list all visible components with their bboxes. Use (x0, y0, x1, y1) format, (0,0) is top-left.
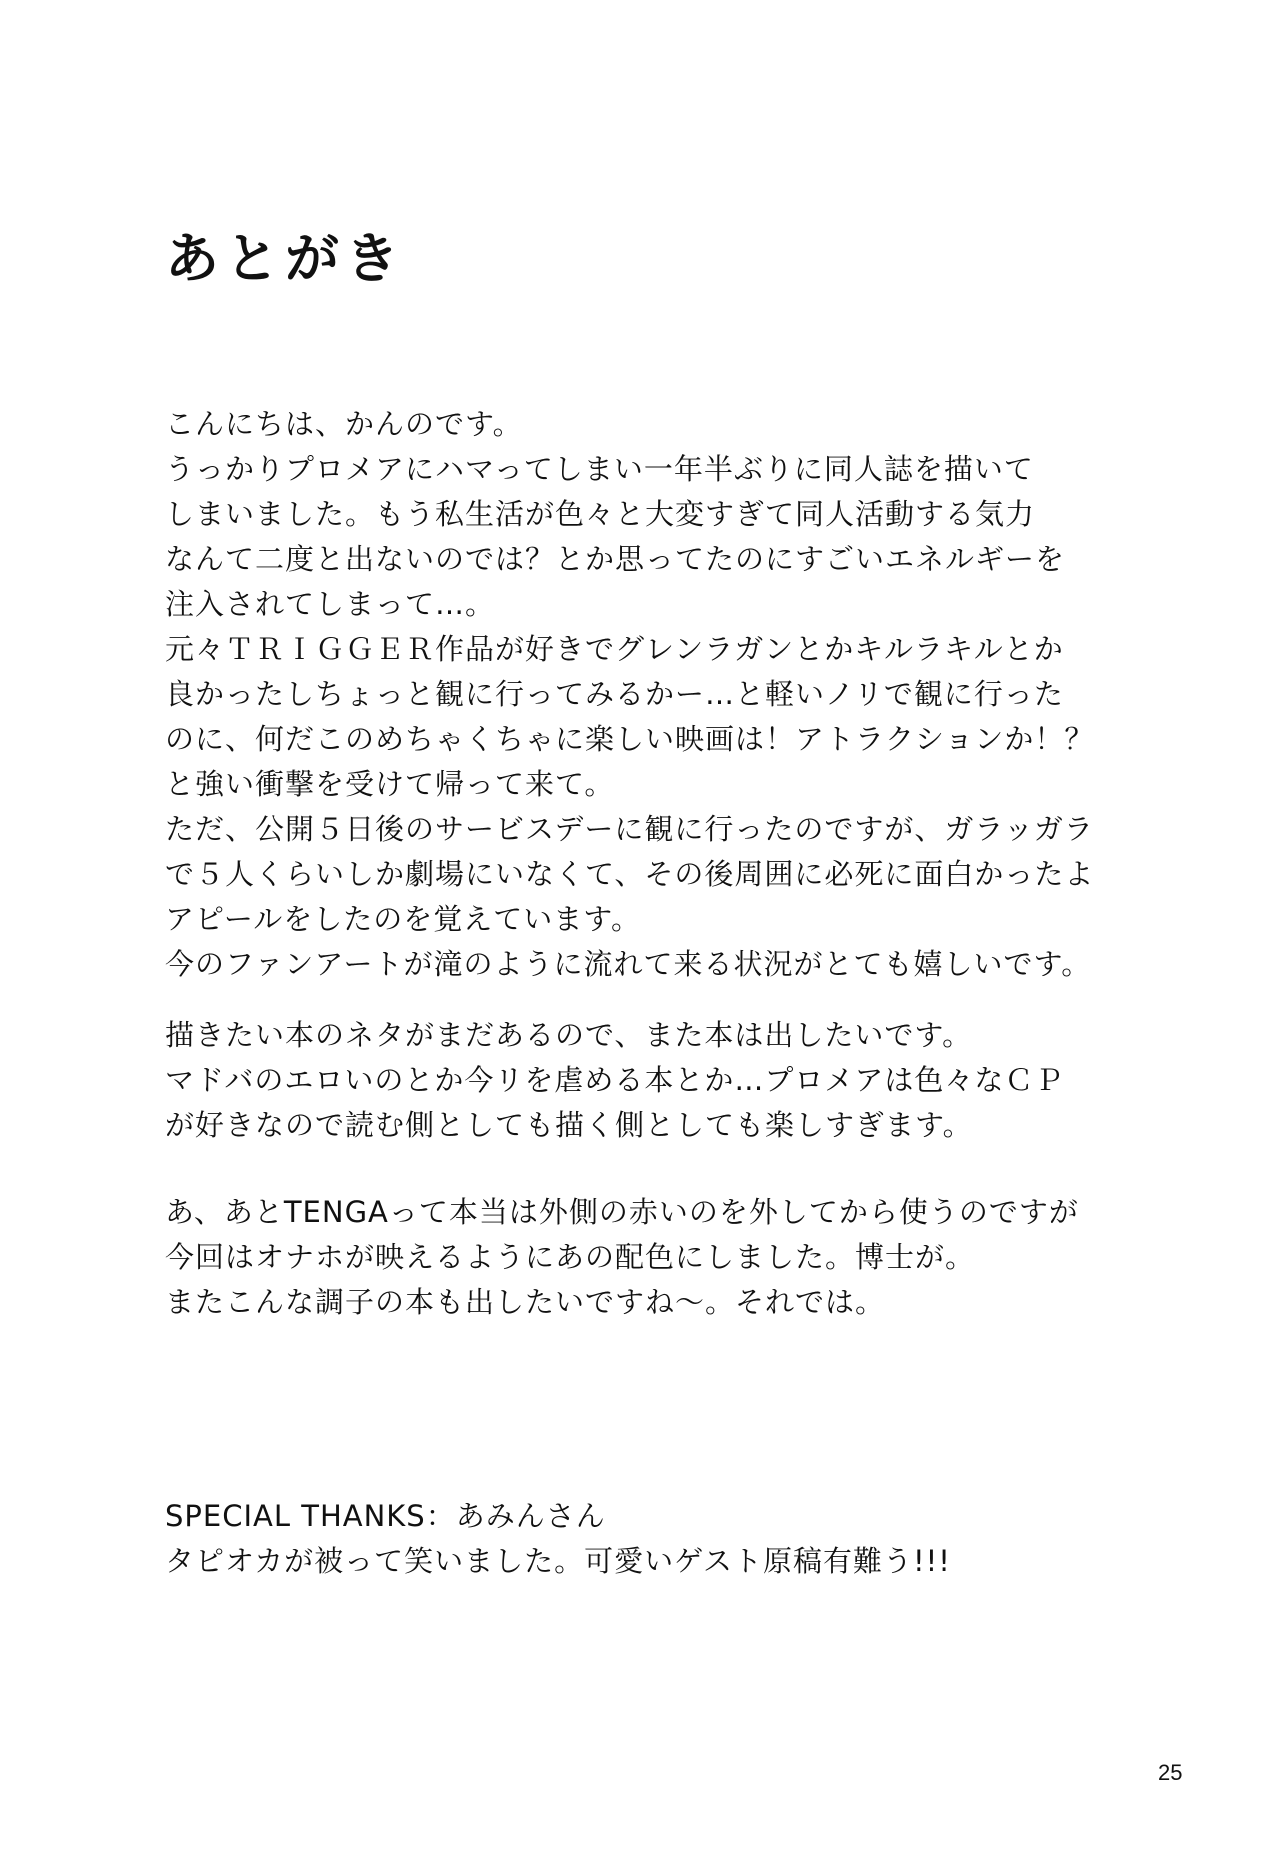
text-line: で５人くらいしか劇場にいなくて、その後周囲に必死に面白かったよ (165, 857, 1095, 891)
text-line: 今のファンアートが滝のように流れて来る状況がとても嬉しいです。 (165, 947, 1092, 981)
text-line: が好きなので読む側としても描く側としても楽しすぎます。 (165, 1108, 973, 1142)
text-line: なんて二度と出ないのでは？とか思ってたのにすごいエネルギーを (165, 542, 1066, 576)
thanks-heading: SPECIAL THANKS：あみんさん (165, 1499, 606, 1533)
paragraph-notes (165, 1190, 1165, 1325)
text-line: 元々ＴＲＩＧＧＥＲ作品が好きでグレンラガンとかキルラキルとか (165, 632, 1064, 666)
text-line: 今回はオナホが映えるようにあの配色にしました。博士が。 (165, 1240, 976, 1274)
text-line: アピールをしたのを覚えています。 (165, 902, 641, 936)
special-thanks (165, 1494, 1165, 1584)
text-line: しまいました。もう私生活が色々と大変すぎて同人活動する気力 (165, 497, 1036, 531)
text-line: のに、何だこのめちゃくちゃに楽しい映画は！アトラクションか！？ (165, 722, 1095, 756)
text-line: と強い衝撃を受けて帰って来て。 (165, 767, 615, 801)
paragraph-greeting (165, 402, 1165, 987)
text-line: あ、あとTENGAって本当は外側の赤いのを外してから使うのですが (165, 1195, 1079, 1229)
text-line: うっかりプロメアにハマってしまい一年半ぶりに同人誌を描いて (165, 452, 1034, 486)
paragraph-plans (165, 1013, 1165, 1148)
text-line: 描きたい本のネタがまだあるので、また本は出したいです。 (165, 1018, 973, 1052)
page-title: あとがき (165, 227, 405, 290)
text-line: マドバのエロいのとか今リを虐める本とか…プロメアは色々なＣＰ (165, 1063, 1065, 1097)
text-line: 良かったしちょっと観に行ってみるかー…と軽いノリで観に行った (165, 677, 1064, 711)
text-line: 注入されてしまって…。 (165, 587, 496, 621)
page-number: 25 (1158, 1760, 1183, 1785)
thanks-message: タピオカが被って笑いました。可愛いゲスト原稿有難う!!! (165, 1544, 951, 1578)
text-line: こんにちは、かんのです。 (165, 407, 523, 441)
text-line: またこんな調子の本も出したいですね〜。それでは。 (165, 1285, 886, 1319)
text-line: ただ、公開５日後のサービスデーに観に行ったのですが、ガラッガラ (165, 812, 1094, 846)
